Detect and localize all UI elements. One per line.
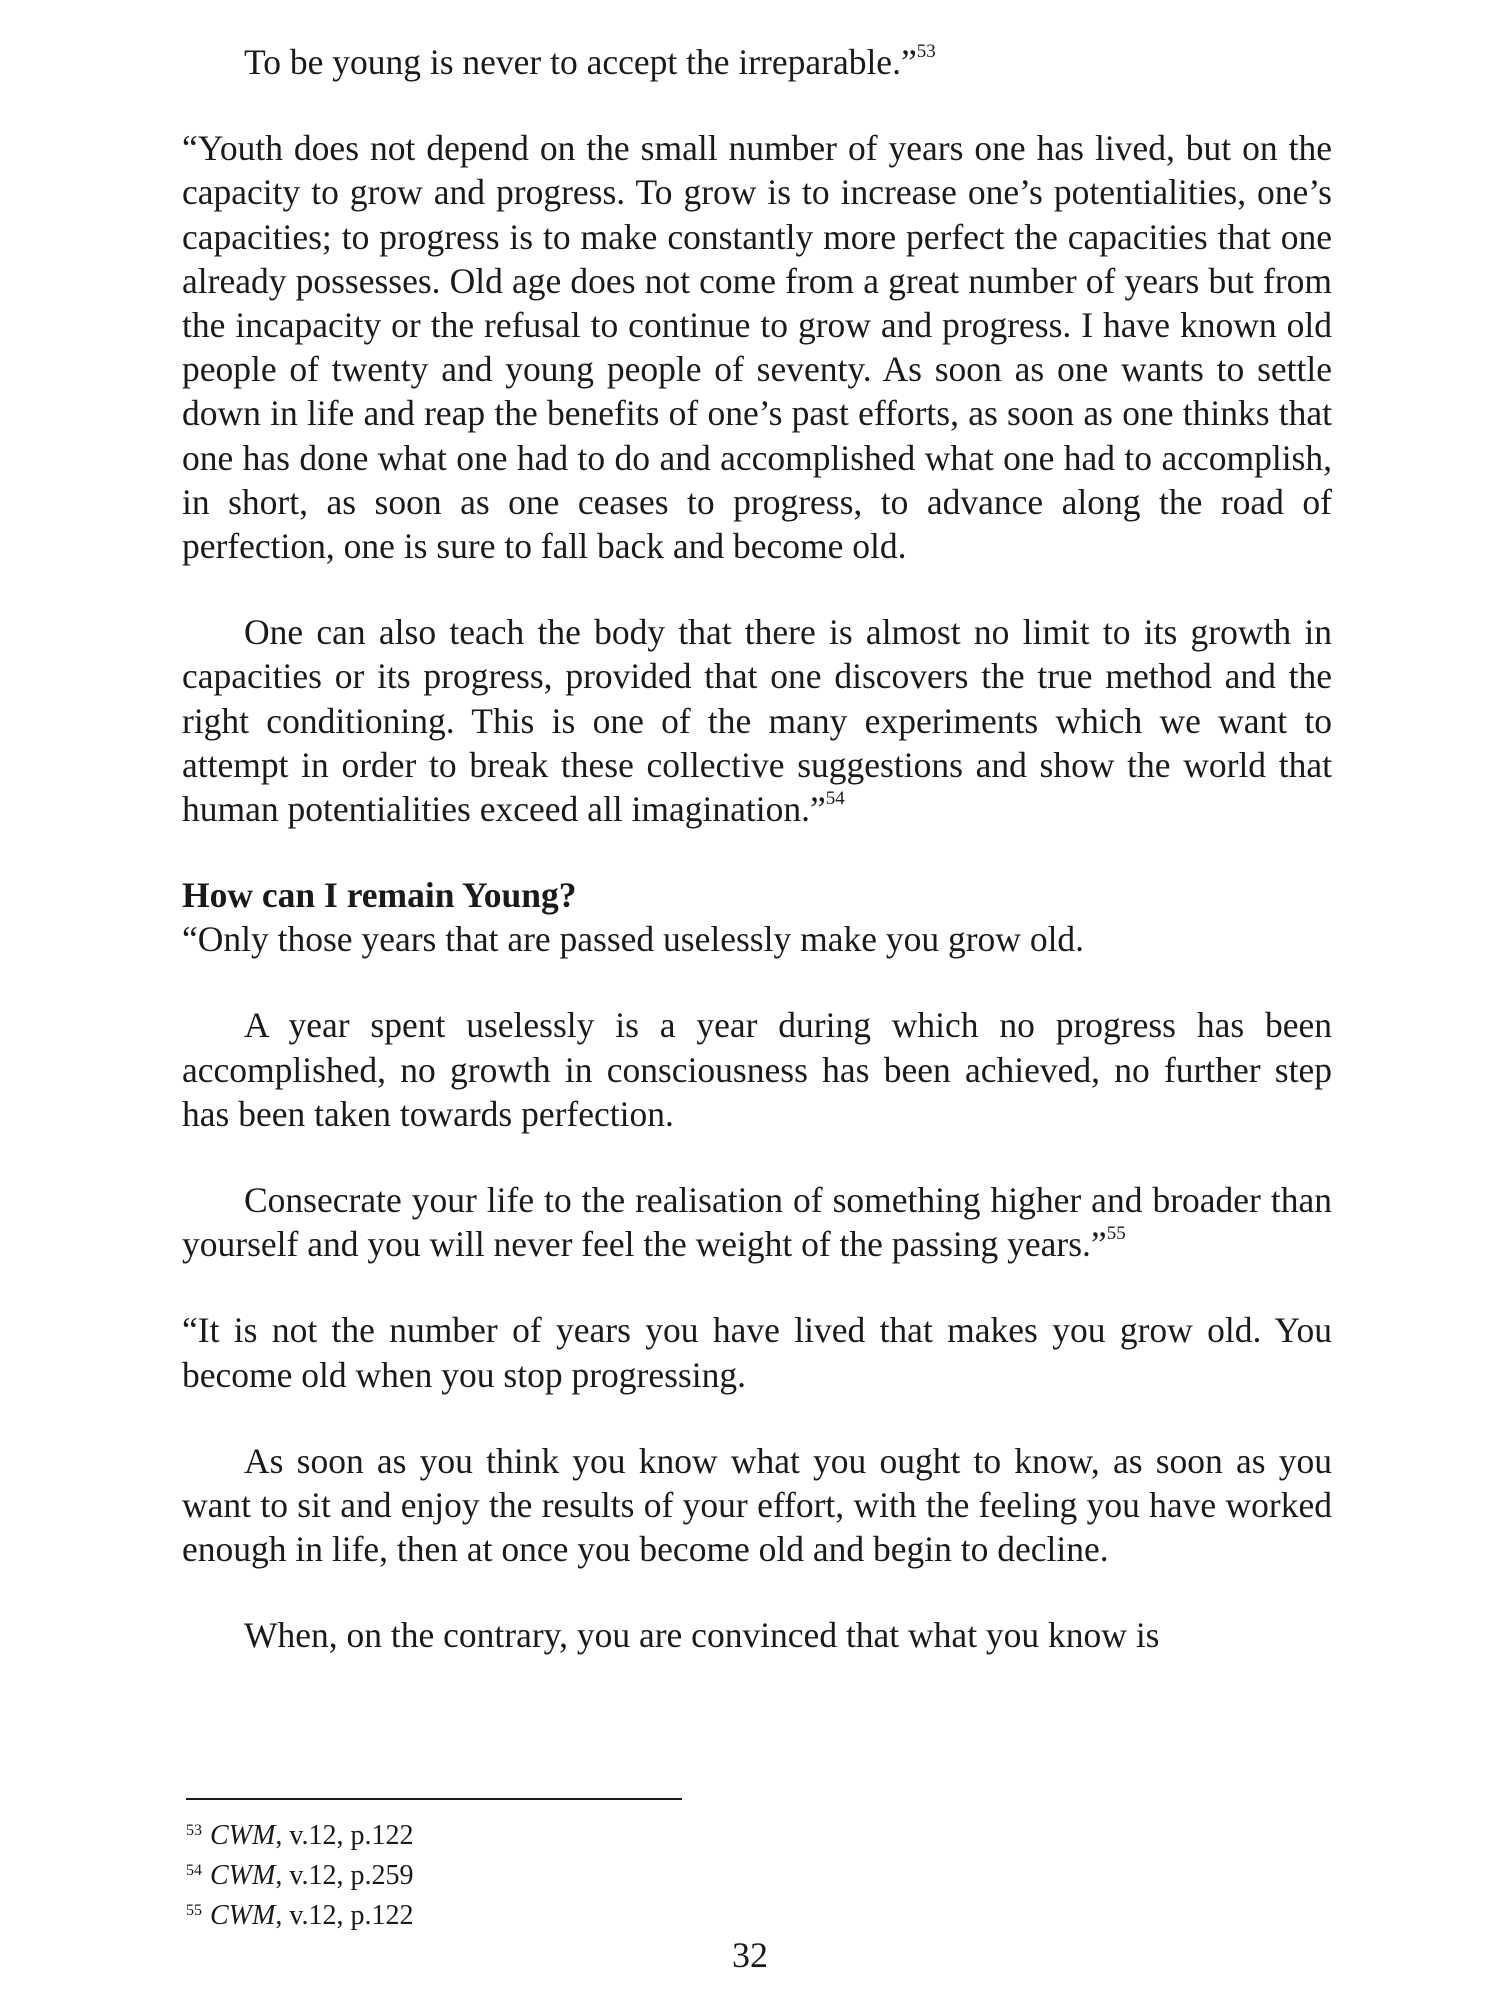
footnote-ref-54: 54 <box>825 788 845 810</box>
paragraph-2: “Youth does not depend on the small number of years one has lived, but on the capacity to grow and progress. To grow is to increase one’s potentialities, one’s capacities; to progress is to make constantly more perfect the capacities that one already possesses. Old age does not come from a great number of years but from the incapacity or the refusal to continue to grow and progress. I have known old people of twenty and young people of seventy. As soon as one wants to settle down in life and reap the benefits of one’s past efforts, as soon as one thinks that one has done what one had to do and accomplished what one had to accomplish, in short, as soon as one ceases to progress, to advance along the road of perfection, one is sure to fall back and become old. <box>182 128 1332 567</box>
footnote-54 <box>186 1858 414 1898</box>
footnote-work: CWM <box>210 1860 276 1891</box>
footnote-ref: , v.12, p.122 <box>275 1820 414 1851</box>
paragraph-3 <box>182 610 1332 831</box>
footnote-ref: , v.12, p.259 <box>275 1860 414 1891</box>
paragraph-3-text: One can also teach the body that there is almost no limit to its growth in capacities or its progress, provided that one discovers the true method and the right conditioning. This is one of the many experiments which we want to attempt in order to break these collective suggestions and show the world that human potentialities exceed all imagination.” <box>182 612 1332 830</box>
paragraph-8: As soon as you think you know what you ought to know, as soon as you want to sit and enjoy the results of your effort, with the feeling you have worked enough in life, then at once you become old and begin to decline. <box>182 1440 1332 1570</box>
page-number: 32 <box>732 1935 768 1975</box>
section-heading: How can I remain Young? <box>182 875 577 916</box>
footnote-divider <box>186 1798 682 1800</box>
footnote-ref-55: 55 <box>1106 1223 1126 1245</box>
paragraph-6 <box>182 1178 1332 1266</box>
footnote-53 <box>186 1818 414 1858</box>
footnote-mark: 55 <box>186 1902 202 1919</box>
paragraph-1-text: To be young is never to accept the irreparable.” <box>244 42 917 82</box>
footnote-ref-53: 53 <box>916 41 936 63</box>
page-body <box>182 40 1332 1658</box>
footnote-mark: 53 <box>186 1822 202 1839</box>
paragraph-4: “Only those years that are passed uselessly make you grow old. <box>182 919 1085 960</box>
footnote-work: CWM <box>210 1900 276 1931</box>
paragraph-1 <box>182 40 1332 84</box>
paragraph-7: “It is not the number of years you have lived that makes you grow old. You become old when you stop progressing. <box>182 1310 1332 1395</box>
footnote-ref: , v.12, p.122 <box>275 1900 414 1931</box>
paragraph-9: When, on the contrary, you are convinced that what you know is <box>244 1615 1160 1656</box>
footnotes <box>186 1818 414 1938</box>
footnote-mark: 54 <box>186 1862 202 1879</box>
footnote-work: CWM <box>210 1820 276 1851</box>
footnote-55 <box>186 1898 414 1938</box>
paragraph-5: A year spent uselessly is a year during which no progress has been accomplished, no growth in consciousness has been achieved, no further step has been taken towards perfection. <box>182 1005 1332 1134</box>
paragraph-6-text: Consecrate your life to the realisation of something higher and broader than yourself and you will never feel the weight of the passing years.” <box>182 1180 1332 1265</box>
